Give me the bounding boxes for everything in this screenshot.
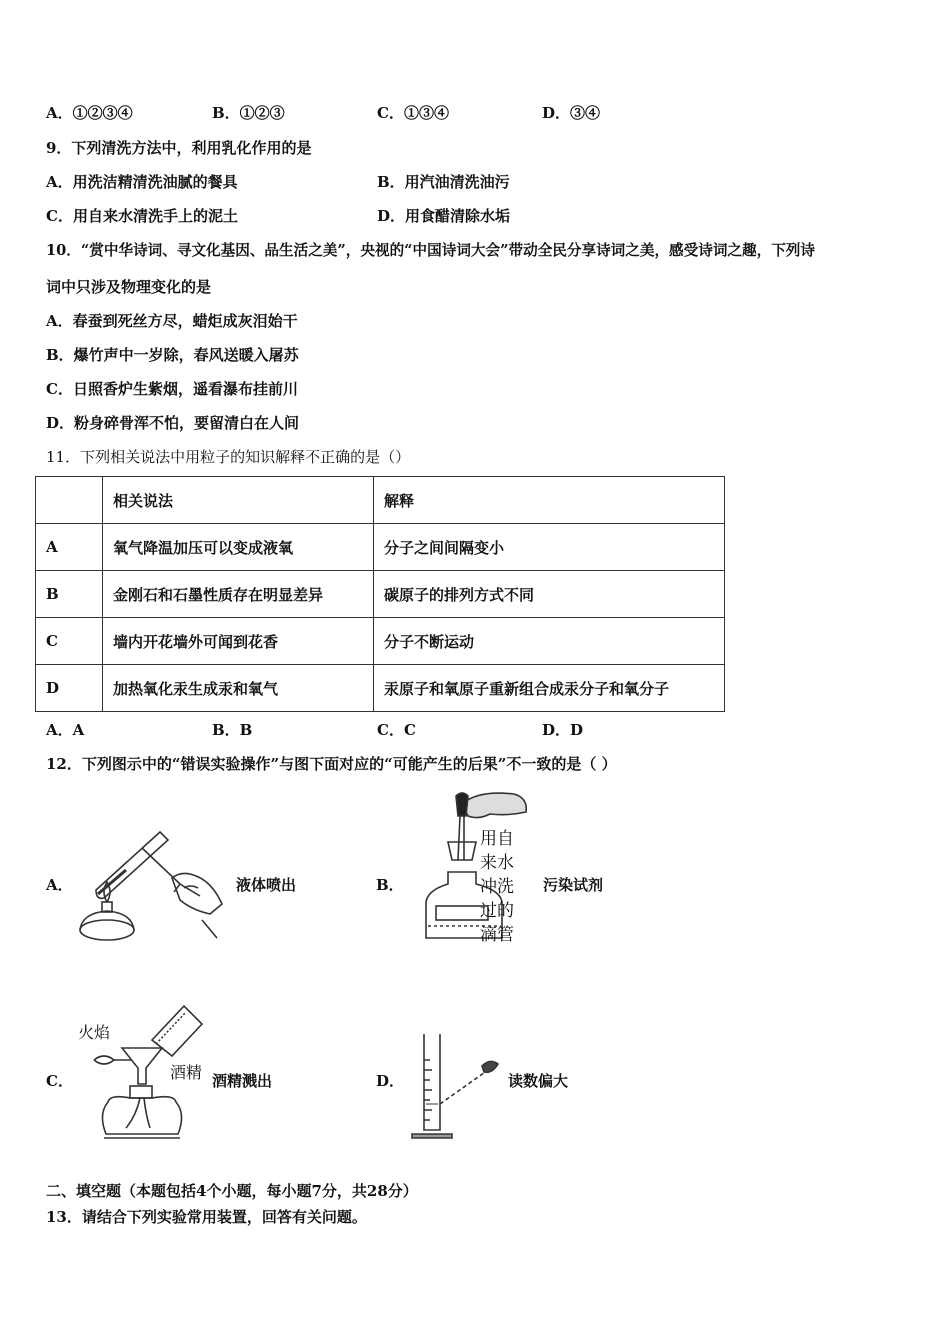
section-2-heading: 二、填空题（本题包括4个小题，每小题7分，共28分） (46, 1182, 418, 1200)
q8-option-c: C．①③④ (377, 104, 449, 122)
q12-d-letter: D． (376, 1072, 405, 1090)
table-cell: 墙内开花墙外可闻到花香 (103, 618, 374, 665)
table-cell: 汞原子和氧原子重新组合成汞分子和氧分子 (374, 665, 725, 712)
q13-stem: 13．请结合下列实验常用装置，回答有关问题。 (46, 1208, 367, 1226)
dropper-bottle-figure (418, 786, 538, 946)
graduated-cylinder-figure (404, 1030, 504, 1142)
q11-table (35, 476, 725, 712)
table-header-row (36, 477, 725, 524)
q8-option-d: D．③④ (542, 104, 601, 122)
q12-a-letter: A． (46, 876, 73, 894)
dropper-caption-line: 滴管 (480, 925, 514, 945)
table-cell: C (36, 618, 103, 665)
heating-test-tube-figure (72, 818, 232, 948)
q8-option-a: A．①②③④ (46, 104, 133, 122)
table-cell: 加热氧化汞生成汞和氧气 (103, 665, 374, 712)
q9-option-b: B．用汽油清洗油污 (377, 173, 510, 191)
q10-stem-line2: 词中只涉及物理变化的是 (46, 278, 212, 296)
flame-label: 火焰 (78, 1023, 111, 1042)
dropper-caption-line: 用自 (480, 829, 514, 849)
q10-option-a: A．春蚕到死丝方尽，蜡炬成灰泪始干 (46, 312, 298, 330)
q9-option-a: A．用洗洁精清洗油腻的餐具 (46, 173, 238, 191)
q11-option-c: C．C (377, 721, 416, 739)
table-cell: 金刚石和石墨性质存在明显差异 (103, 571, 374, 618)
table-cell: 氧气降温加压可以变成液氧 (103, 524, 374, 571)
table-header-cell: 相关说法 (103, 477, 374, 524)
dropper-caption-line: 来水 (480, 853, 514, 873)
table-cell: A (36, 524, 103, 571)
table-header-cell: 解释 (374, 477, 725, 524)
table-cell: 分子之间间隔变小 (374, 524, 725, 571)
dropper-caption-line: 冲洗 (480, 877, 514, 897)
table-row (36, 524, 725, 571)
table-row (36, 618, 725, 665)
q10-option-b: B．爆竹声中一岁除，春风送暖入屠苏 (46, 346, 299, 364)
q11-option-b: B．B (212, 721, 253, 739)
table-row (36, 665, 725, 712)
table-cell: D (36, 665, 103, 712)
q8-option-b: B．①②③ (212, 104, 285, 122)
q10-stem-line1: 10．“赏中华诗词、寻文化基因、品生活之美”，央视的“中国诗词大会”带动全民分享诗词之美，感受诗词之趣，下列诗 (46, 242, 815, 259)
q9-option-d: D．用食醋清除水垢 (377, 207, 511, 225)
q12-stem: 12．下列图示中的“错误实验操作”与图下面对应的“可能产生的后果”不一致的是（ ） (46, 755, 617, 773)
q10-option-d: D．粉身碎骨浑不怕，要留清白在人间 (46, 414, 300, 432)
table-cell: B (36, 571, 103, 618)
q12-b-letter: B． (376, 876, 404, 894)
table-cell: 碳原子的排列方式不同 (374, 571, 725, 618)
q10-option-c: C．日照香炉生紫烟，遥看瀑布挂前川 (46, 380, 298, 398)
q11-option-a: A．A (46, 721, 85, 739)
q12-d-result: 读数偏大 (508, 1072, 569, 1090)
alcohol-label: 酒精 (170, 1063, 203, 1082)
q11-option-d: D．D (542, 721, 584, 739)
q12-b-result: 污染试剂 (543, 876, 604, 894)
q11-stem: 11．下列相关说法中用粒子的知识解释不正确的是（） (46, 448, 411, 466)
q9-stem: 9．下列清洗方法中，利用乳化作用的是 (46, 139, 312, 157)
table-header-cell (36, 477, 103, 524)
q12-a-result: 液体喷出 (236, 876, 297, 894)
q12-c-letter: C． (46, 1072, 73, 1090)
q12-c-result: 酒精溅出 (212, 1072, 273, 1090)
table-row (36, 571, 725, 618)
alcohol-lamp-refill-figure (74, 998, 214, 1144)
table-cell: 分子不断运动 (374, 618, 725, 665)
dropper-caption-line: 过的 (480, 901, 514, 921)
q9-option-c: C．用自来水清洗手上的泥土 (46, 207, 238, 225)
